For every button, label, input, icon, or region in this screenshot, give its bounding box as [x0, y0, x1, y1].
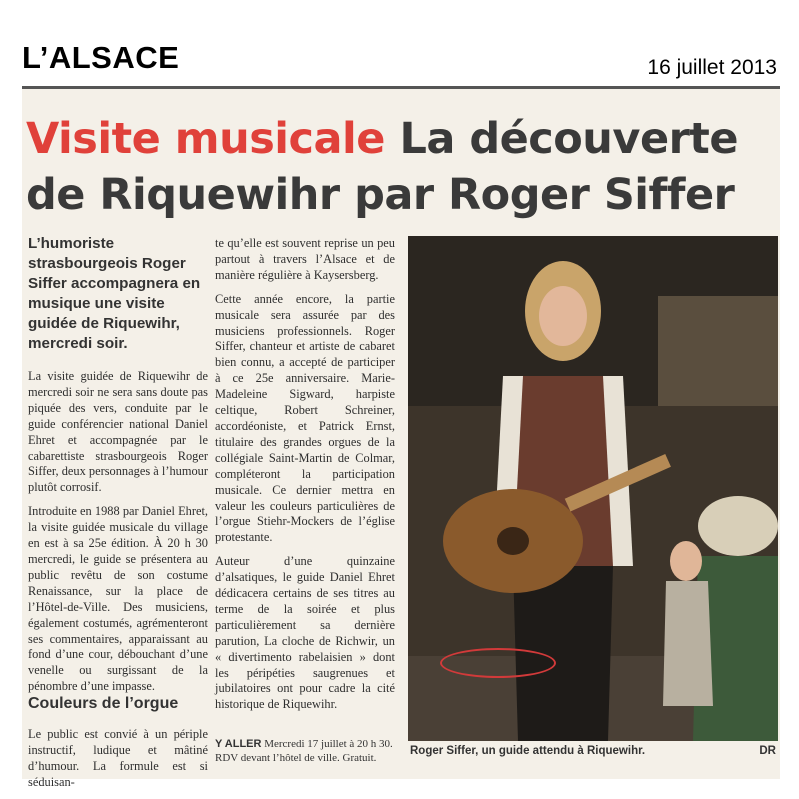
photo-caption	[410, 745, 778, 757]
info-text: Mercredi 17 juillet à 20 h 30. RDV devant l’hôtel de ville. Gratuit.	[215, 738, 393, 764]
article-column-2	[215, 236, 395, 721]
handwritten-circle-annotation	[440, 648, 556, 678]
headline-title: La découverte de Riquewihr par Roger Siffer	[26, 114, 739, 220]
paragraph: Cette année encore, la partie musicale sera assurée par des musiciens professionnels. Roger Siffer, chanteur et artiste de cabaret bien connu, a accepté de participer à ce 25e anniversaire. Marie-Madeleine Sigward, harpiste celtique, Robert Schreiner, accordéoniste, et Patrick Ernst, titulaire des grandes orgues de la collégiale Saint-Martin de Colmar, compléteront la participation musicale. Ce dernier mettra en valeur les couleurs particulières de l’orgue Stiehr-Mockers de l’église protestante.	[215, 291, 395, 545]
paragraph: La visite guidée de Riquewihr de mercredi soir ne sera sans doute pas piquée des vers, conduite par le guide conférencier national Daniel Ehret et accompagnée par le cabarettiste strasbourgeois Roger Siffer, deux personnages à l’humour plutôt corrosif.	[28, 369, 208, 495]
article-column-1	[28, 369, 208, 703]
paragraph: Introduite en 1988 par Daniel Ehret, la visite guidée musicale du village en est à sa 25e édition. À 20 h 30 mercredi, le guide se présentera au public revêtu de son costume Renaissance, sur la place de l’Hôtel-de-Ville. Des musiciens, également costumés, agrémenteront ses commentaires, apparaissant au fond d’une cour, débouchant d’une venelle ou surgissant de la pénombre d’une impasse.	[28, 504, 208, 694]
subheading: Couleurs de l’orgue	[28, 695, 179, 712]
photo-credit: DR	[759, 745, 776, 757]
event-info	[215, 737, 395, 765]
paragraph: te qu’elle est souvent reprise un peu partout à travers l’Alsace et de manière régulière à Kaysersberg.	[215, 236, 395, 282]
info-label: Y ALLER	[215, 738, 262, 750]
article-lead: L’humoriste strasbourgeois Roger Siffer accompagnera en musique une visite guidée de Riquewihr, mercredi soir.	[28, 235, 201, 352]
newspaper-clipping	[22, 86, 780, 789]
newspaper-name: L’ALSACE	[22, 40, 180, 75]
publication-date: 16 juillet 2013	[647, 56, 777, 79]
headline	[26, 111, 776, 223]
caption-text: Roger Siffer, un guide attendu à Riquewihr.	[410, 745, 646, 757]
paragraph: Le public est convié à un périple instructif, ludique et mâtiné d’humour. La formule est si séduisan-	[28, 727, 208, 789]
headline-kicker: Visite musicale	[26, 114, 385, 164]
paragraph: Auteur d’une quinzaine d’alsatiques, le guide Daniel Ehret dédicacera certains de ses titres au terme de la soirée et plus particulièrement sa dernière parution, La cloche de Richwir, un « divertimento rabelaisien » dont les péripéties saugrenues et jubilatoires ont pour cadre la cité historique de Riquewihr.	[215, 554, 395, 712]
